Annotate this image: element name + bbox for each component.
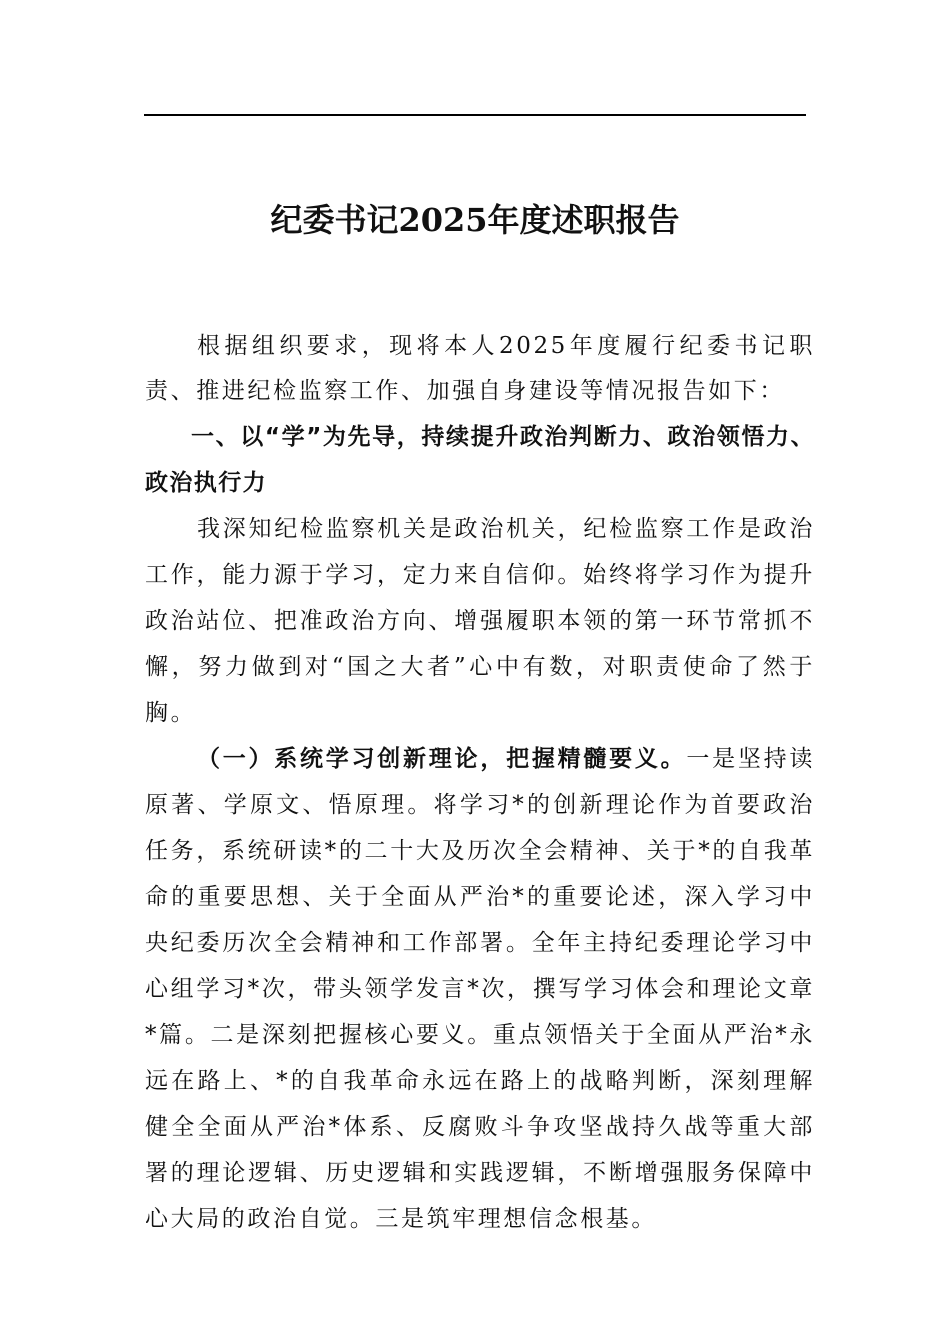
page-title: 纪委书记2025年度述职报告 bbox=[270, 201, 680, 239]
intro-paragraph: 根据组织要求，现将本人2025年度履行纪委书记职责、推进纪检监察工作、加强自身建设等情况报告如下： bbox=[145, 333, 815, 404]
subsection-paragraph bbox=[145, 736, 815, 1242]
subsection-heading: （一）系统学习创新理论，把握精髓要义。 bbox=[197, 745, 687, 772]
section-heading: 一、以“学”为先导，持续提升政治判断力、政治领悟力、政治执行力 bbox=[145, 424, 815, 496]
subsection-body: 一是坚持读原著、学原文、悟原理。将学习*的创新理论作为首要政治任务，系统研读*的二十大及历次全会精神、关于*的自我革命的重要思想、关于全面从严治*的重要论述，深入学习中央纪委历次全会精神和工作部署。全年主持纪委理论学习中心组学习*次，带头领学发言*次，撰写学习体会和理论文章*篇。二是深刻把握核心要义。重点领悟关于全面从严治*永远在路上、*的自我革命永远在路上的战略判断，深刻理解健全全面从严治*体系、反腐败斗争攻坚战持久战等重大部署的理论逻辑、历史逻辑和实践逻辑，不断增强服务保障中心大局的政治自觉。三是筑牢理想信念根基。 bbox=[145, 746, 815, 1232]
document-body bbox=[145, 324, 815, 1242]
section-paragraph: 我深知纪检监察机关是政治机关，纪检监察工作是政治工作，能力源于学习，定力来自信仰。始终将学习作为提升政治站位、把准政治方向、增强履职本领的第一环节常抓不懈，努力做到对“国之大者”心中有数，对职责使命了然于胸。 bbox=[145, 516, 815, 726]
header-rule bbox=[144, 114, 806, 116]
